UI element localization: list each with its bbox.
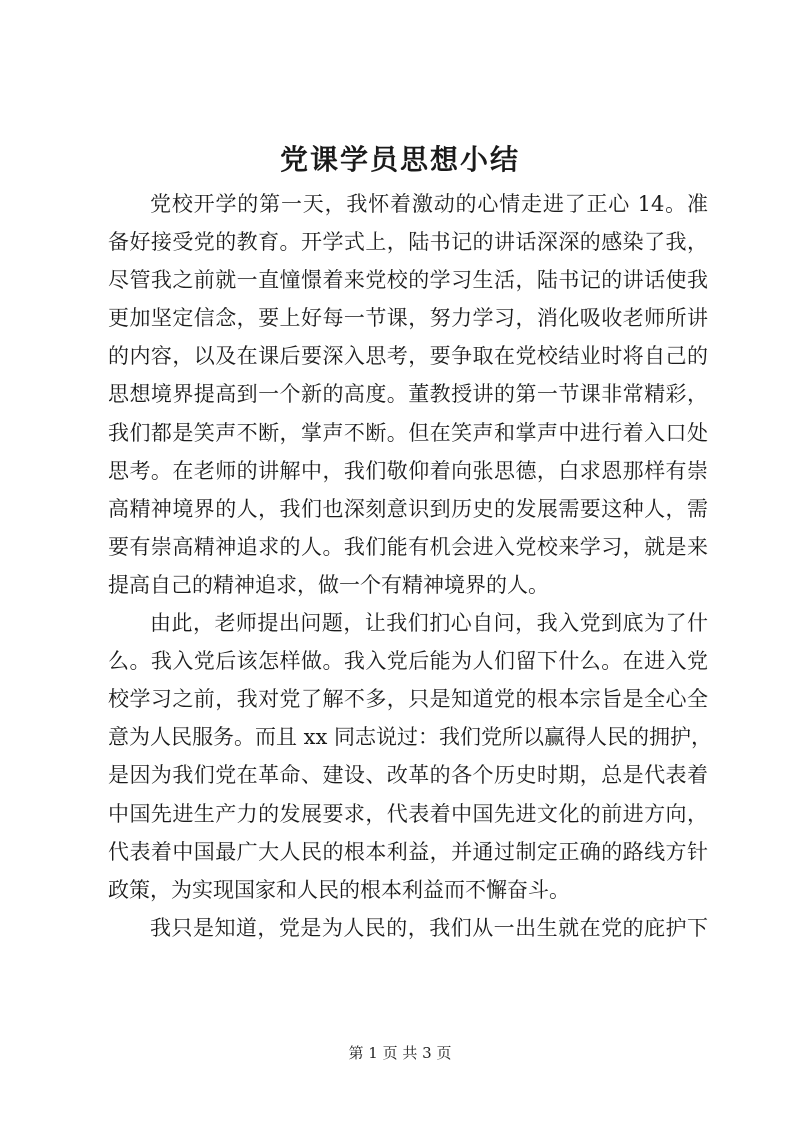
text-line: 的内容，以及在课后要深入思考，要争取在党校结业时将自己的: [108, 344, 708, 369]
document-title: 党课学员思想小结: [279, 143, 520, 176]
text-line: 高精神境界的人，我们也深刻意识到历史的发展需要这种人，需: [108, 496, 708, 521]
text-line: 校学习之前，我对党了解不多，只是知道党的根本宗旨是全心全: [108, 687, 708, 712]
text-line: 中国先进生产力的发展要求，代表着中国先进文化的前进方向，: [108, 801, 708, 826]
text-line: 么。我入党后该怎样做。我入党后能为人们留下什么。在进入党: [108, 649, 708, 674]
text-line: 要有崇高精神追求的人。我们能有机会进入党校来学习，就是来: [108, 534, 708, 559]
text-line: 我们都是笑声不断，掌声不断。但在笑声和掌声中进行着入口处: [108, 420, 708, 445]
text-line: 思考。在老师的讲解中，我们敬仰着向张思德，白求恩那样有崇: [108, 458, 708, 483]
text-line: 更加坚定信念，要上好每一节课，努力学习，消化吸收老师所讲: [108, 306, 708, 331]
text-line: 代表着中国最广大人民的根本利益，并通过制定正确的路线方针: [108, 839, 708, 864]
text-line: 尽管我之前就一直憧憬着来党校的学习生活，陆书记的讲话使我: [108, 268, 708, 293]
text-line: 由此，老师提出问题，让我们扪心自问，我入党到底为了什: [150, 611, 708, 636]
page-footer: 第 1 页 共 3 页: [348, 1044, 452, 1062]
text-line: 备好接受党的教育。开学式上，陆书记的讲话深深的感染了我，: [108, 230, 708, 255]
text-line: 提高自己的精神追求，做一个有精神境界的人。: [108, 572, 549, 597]
text-line: 思想境界提高到一个新的高度。董教授讲的第一节课非常精彩，: [108, 382, 708, 407]
text-line: 党校开学的第一天，我怀着激动的心情走进了正心 14。准: [150, 192, 708, 216]
text-line: 意为人民服务。而且 xx 同志说过：我们党所以赢得人民的拥护，: [108, 725, 713, 750]
text-line: 我只是知道，党是为人民的，我们从一出生就在党的庇护下: [150, 915, 708, 940]
text-line: 政策，为实现国家和人民的根本利益而不懈奋斗。: [108, 877, 570, 902]
document-body: [108, 185, 713, 947]
text-line: 是因为我们党在革命、建设、改革的各个历史时期，总是代表着: [108, 763, 708, 788]
